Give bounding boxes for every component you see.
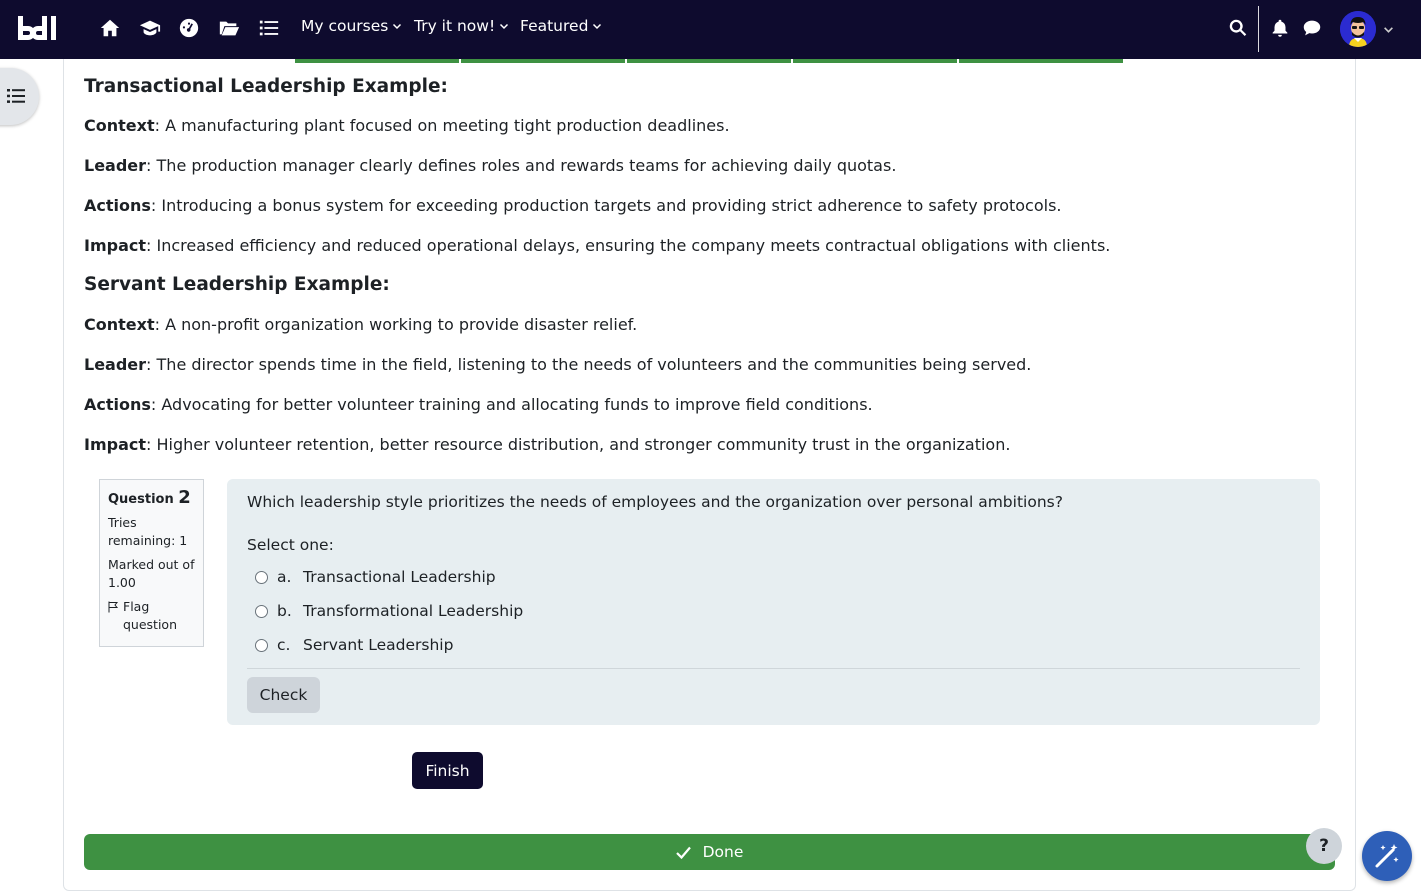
chevron-down-icon <box>392 21 402 31</box>
nav-menu-label: My courses <box>301 17 389 35</box>
section-heading: Transactional Leadership Example: <box>84 76 448 97</box>
flag-question-label: Flag question <box>123 599 178 632</box>
site-logo[interactable] <box>18 16 60 40</box>
option-label: Transactional Leadership <box>303 568 496 586</box>
checkmark-icon <box>676 846 691 859</box>
line-term: Actions <box>84 395 151 414</box>
example-line <box>84 116 730 135</box>
answer-option-c[interactable] <box>255 636 453 654</box>
top-navbar <box>0 0 1421 59</box>
line-text: : Introducing a bonus system for exceeding production targets and providing strict adherence to safety protocols. <box>150 196 1062 215</box>
flag-question-link[interactable] <box>108 598 195 634</box>
nav-menu-featured[interactable] <box>520 17 602 35</box>
example-line <box>84 156 896 175</box>
question-content-box <box>227 479 1320 725</box>
section-heading: Servant Leadership Example: <box>84 274 390 295</box>
select-one-label: Select one: <box>247 536 334 554</box>
radio-button[interactable] <box>255 639 268 652</box>
navbar-divider <box>1258 6 1259 52</box>
example-line <box>84 196 1062 215</box>
line-text: : A non-profit organization working to provide disaster relief. <box>154 315 638 334</box>
folder-open-icon[interactable] <box>218 17 240 39</box>
line-term: Leader <box>84 156 147 175</box>
example-line <box>84 355 1031 374</box>
line-text: : Increased efficiency and reduced operational delays, ensuring the company meets contractual obligations with clients. <box>146 236 1111 255</box>
option-letter: b. <box>277 602 292 620</box>
nav-menu-my-courses[interactable] <box>301 17 402 35</box>
user-avatar[interactable] <box>1340 11 1376 47</box>
line-text: : Higher volunteer retention, better resource distribution, and stronger community trust in the organization. <box>146 435 1011 454</box>
dashboard-gauge-icon[interactable] <box>178 17 200 39</box>
line-term: Context <box>84 116 155 135</box>
question-divider <box>247 668 1300 669</box>
line-term: Context <box>84 315 155 334</box>
radio-button[interactable] <box>255 605 268 618</box>
chevron-down-icon <box>499 21 509 31</box>
graduation-cap-icon[interactable] <box>139 17 161 39</box>
nav-menu-try-it-now[interactable] <box>414 17 509 35</box>
example-line <box>84 395 873 414</box>
example-line <box>84 435 1010 454</box>
option-label: Servant Leadership <box>303 636 454 654</box>
finish-button[interactable]: Finish <box>412 752 483 789</box>
question-label: Question <box>108 492 174 507</box>
course-index-toggle[interactable] <box>0 68 39 125</box>
home-icon[interactable] <box>99 17 121 39</box>
notifications-bell-icon[interactable] <box>1269 17 1291 39</box>
chevron-down-icon <box>592 21 602 31</box>
list-icon <box>7 88 25 104</box>
line-term: Actions <box>84 196 151 215</box>
search-icon[interactable] <box>1227 17 1249 39</box>
example-line <box>84 315 637 334</box>
flag-icon <box>108 601 119 613</box>
question-number <box>108 487 195 508</box>
done-button[interactable] <box>84 834 1335 870</box>
question-info-box <box>99 479 204 647</box>
question-number-value: 2 <box>178 487 191 508</box>
help-button[interactable]: ? <box>1306 828 1342 864</box>
line-term: Impact <box>84 236 147 255</box>
option-letter: c. <box>277 636 291 654</box>
line-term: Leader <box>84 355 147 374</box>
messages-chat-icon[interactable] <box>1301 17 1323 39</box>
line-text: : The director spends time in the field, listening to the needs of volunteers and the communities being served. <box>146 355 1032 374</box>
option-letter: a. <box>277 568 292 586</box>
question-text: Which leadership style prioritizes the needs of employees and the organization over personal ambitions? <box>247 493 1063 511</box>
answer-option-a[interactable] <box>255 568 496 586</box>
line-text: : Advocating for better volunteer training and allocating funds to improve field conditions. <box>150 395 873 414</box>
user-menu-chevron-icon[interactable] <box>1383 24 1394 35</box>
line-term: Impact <box>84 435 147 454</box>
example-line <box>84 236 1110 255</box>
content-card <box>63 59 1356 891</box>
tries-remaining: Tries remaining: 1 <box>108 515 188 548</box>
nav-menu-label: Try it now! <box>414 17 496 35</box>
line-text: : The production manager clearly defines roles and rewards teams for achieving daily quotas. <box>146 156 897 175</box>
line-text: : A manufacturing plant focused on meeting tight production deadlines. <box>154 116 730 135</box>
ai-assistant-button[interactable] <box>1362 831 1412 881</box>
nav-menu-label: Featured <box>520 17 589 35</box>
option-label: Transformational Leadership <box>303 602 524 620</box>
magic-wand-icon <box>1374 843 1400 869</box>
radio-button[interactable] <box>255 571 268 584</box>
done-label: Done <box>702 843 744 861</box>
avatar-illustration-icon <box>1340 11 1376 47</box>
answer-option-b[interactable] <box>255 602 523 620</box>
marked-out-of: Marked out of 1.00 <box>108 557 195 590</box>
list-icon[interactable] <box>258 17 280 39</box>
check-button[interactable]: Check <box>247 677 320 713</box>
